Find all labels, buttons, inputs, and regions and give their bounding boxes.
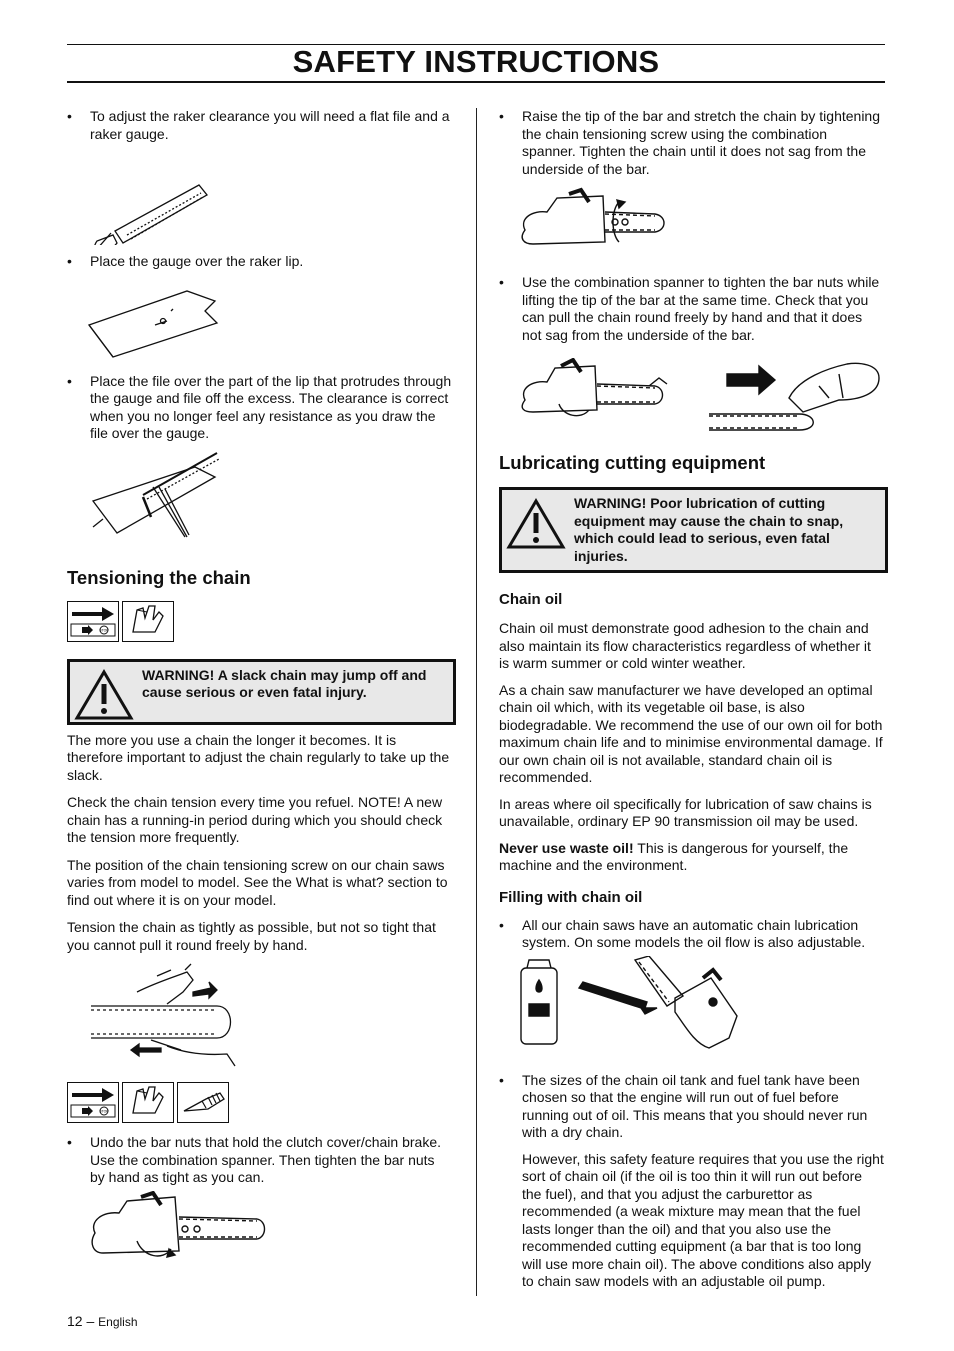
tool-icons-row-2 (67, 1082, 453, 1126)
paragraph-waste-oil (499, 840, 884, 875)
chainsaw-bar-nuts-illustration (67, 1191, 453, 1279)
list-item (499, 108, 884, 178)
file-excess-text: Place the file over the part of the lip that protrudes through the gauge and file off the excess. The clearance is correct when you no longer feel any resistance as you draw the file over the gauge. (90, 372, 452, 441)
list-item (499, 274, 884, 344)
gauge-text: Place the gauge over the raker lip. (90, 253, 304, 269)
warning-triangle-icon (73, 666, 135, 722)
paragraph-indented: However, this safety feature requires that you use the right sort of chain oil (if the oil is too thin it will run out before the fuel), and that you adjust the carburettor as recommended (a weak mixture may mean that the fuel lasts longer than the oil) and that you also use the recommended cutting equipment (a bar that is too long will use more chain oil). The above conditions also apply to chain saw models with an adjustable oil pump. (522, 1150, 884, 1289)
list-item (67, 108, 453, 143)
list-item (499, 917, 884, 952)
raker-gauge-illustration (67, 271, 453, 367)
bullet-dot: • (67, 372, 72, 389)
page-number: 12 – (67, 1313, 95, 1329)
arrow-icon (68, 602, 118, 640)
bar-nuts-text: Undo the bar nuts that hold the clutch cover/chain brake. Use the combination spanner. Then tighten the bar nuts by hand as tight as you can. (90, 1134, 441, 1185)
right-column (499, 108, 884, 1291)
paragraph: Tension the chain as tightly as possible, but not so tight that you cannot pull it round freely by hand. (67, 919, 436, 953)
chainsaw-tensioning-illustration (499, 186, 884, 252)
list-item (67, 1134, 453, 1187)
warning-triangle-icon (505, 495, 567, 551)
combination-spanner-icon (67, 601, 119, 642)
paragraph: The position of the chain tensioning screw on our chain saws varies from model to model. See the What is what? section to find out where it is on your model. (67, 856, 448, 908)
flat-file-illustration (67, 149, 453, 245)
list-item (499, 1072, 884, 1142)
waste-oil-text: This is dangerous for yourself, the machine and the environment. (499, 839, 849, 873)
lift-tip-text: Use the combination spanner to tighten the bar nuts while lifting the tip of the bar at the same time. Check that you can pull the chain round freely by hand and that it does not sag from the underside of the bar. (522, 274, 880, 343)
subheading-filling: Filling with chain oil (499, 888, 643, 906)
waste-oil-warning: Never use waste oil! (499, 839, 634, 856)
section-heading-lubricating: Lubricating cutting equipment (499, 452, 766, 473)
warning-box-slack-chain (67, 659, 456, 725)
page-title: SAFETY INSTRUCTIONS (292, 44, 660, 79)
left-column (67, 108, 453, 1279)
paragraph: Check the chain tension every time you refuel. NOTE! A new chain has a running-in period during which you should check the tension more frequently. (67, 794, 443, 845)
bullet-dot: • (67, 108, 72, 124)
bullet-dot: • (499, 274, 504, 290)
list-item (67, 373, 453, 443)
tension-screw-text: Raise the tip of the bar and stretch the chain by tightening the chain tensioning screw using the combination spanner. Tighten the chain until it does not sag from the underside of the bar. (522, 108, 881, 177)
page-footer (67, 1313, 138, 1329)
list-item (67, 253, 453, 271)
chain-oil-filling-illustration (499, 956, 884, 1064)
header-rule-bottom (67, 81, 885, 83)
warning-text: WARNING! Poor lubrication of cutting equipment may cause the chain to snap, which could lead to serious, even fatal injuries. (574, 495, 844, 564)
filing-illustration (67, 447, 453, 543)
bullet-dot: • (499, 108, 504, 124)
paragraph: In areas where oil specifically for lubrication of saw chains is unavailable, ordinary EP 90 transmission oil may be used. (499, 795, 872, 829)
stop-label: STOP (99, 1109, 109, 1114)
hands-pulling-chain-illustration (67, 962, 453, 1082)
footer-language: English (98, 1315, 138, 1329)
paragraph: The more you use a chain the longer it becomes. It is therefore important to adjust the chain regularly to take up the slack. (67, 731, 450, 783)
raker-tools-text: To adjust the raker clearance you will need a flat file and a raker gauge. (90, 108, 450, 142)
tank-sizes-text: The sizes of the chain oil tank and fuel tank have been chosen so that the engine will run out of fuel before running out of oil. This means that you should never run with a dry chain. (522, 1071, 868, 1140)
glove-icon (122, 1082, 174, 1123)
bullet-dot: • (67, 1134, 72, 1150)
tool-icons-row (67, 601, 453, 645)
brush-icon (177, 1082, 229, 1123)
auto-lubrication-text: All our chain saws have an automatic chain lubrication system. On some models the oil flow is also adjustable. (522, 916, 866, 950)
bullet-dot: • (499, 916, 504, 933)
section-heading-tensioning: Tensioning the chain (67, 566, 251, 588)
column-divider (476, 108, 477, 1296)
subheading-chain-oil: Chain oil (499, 591, 563, 608)
glove-icon (122, 601, 174, 642)
bullet-dot: • (67, 253, 72, 269)
paragraph: As a chain saw manufacturer we have developed an optimal chain oil which, with its vegetable oil base, is also biodegradable. We recommend the use of our own oil for both maximum chain life and to minimise environmental damage. If our own chain oil is not available, standard chain oil is recommended. (499, 681, 883, 785)
stop-label: STOP (99, 628, 109, 632)
paragraph: Chain oil must demonstrate good adhesion to the chain and also maintain its flow characteristics regardless of whether it is warm summer or cold winter weather. (499, 620, 871, 671)
warning-box-lubrication (499, 487, 888, 573)
chainsaw-lift-tip-illustration (499, 358, 884, 438)
bullet-dot: • (499, 1071, 504, 1088)
combination-spanner-icon (67, 1082, 119, 1123)
warning-text: WARNING! A slack chain may jump off and cause serious or even fatal injury. (142, 666, 427, 700)
